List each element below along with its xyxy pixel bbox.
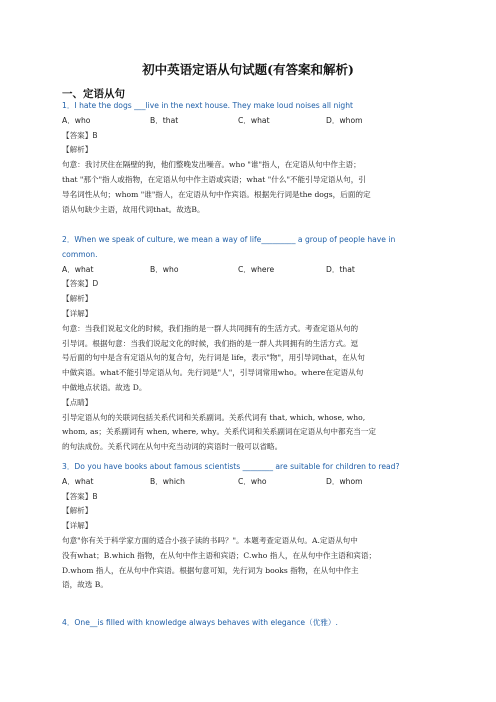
question-4	[62, 616, 442, 631]
option-b: B．that	[150, 115, 179, 125]
explanation-line: 导名词性从句；whom "谁"指人，在定语从句中作宾语。根据先行词是the dogs，后面的定	[62, 189, 371, 199]
detail-label: 【详解】	[62, 521, 93, 531]
option-a: A．who	[62, 115, 91, 125]
explanation-line: 中做宾语。what不能引导定语从句。先行词是"人"，引导词常用who。where在定语从句	[62, 368, 364, 378]
explanation-line: 号后面的句中是含有定语从句的复合句，先行词是 life，表示"物"，用引导词that，在从句	[62, 353, 365, 363]
option-a: A．what	[62, 476, 94, 486]
tip-label: 【点睛】	[62, 397, 93, 407]
explanation-line: D.whom 指人，在从句中作宾语。根据句意可知，先行词为 books 指物，在从句中作主	[62, 565, 359, 575]
detail-label: 【详解】	[62, 308, 93, 318]
explanation-line: 中做地点状语。故选 D。	[62, 382, 147, 392]
option-d: D．whom	[326, 476, 363, 486]
answer-label: 【答案】D	[62, 279, 99, 289]
question-3-stem: 3．Do you have books about famous scientists ________ are suitable for children to read?	[62, 462, 400, 471]
tip-line: whom, as；关系副词有 when, where, why。关系代词和关系副词在定语从句中都充当一定	[62, 427, 376, 437]
option-b: B．which	[150, 476, 185, 486]
tip-line: 引导定语从句的关联词包括关系代词和关系副词。关系代词有 that, which, whose, who,	[62, 412, 366, 422]
question-1-options	[62, 114, 442, 129]
explanation-line: 句意：当我们说起文化的时候，我们指的是一群人共同拥有的生活方式。考查定语从句的	[62, 323, 359, 333]
analysis-label: 【解析】	[62, 294, 93, 304]
option-a: A．what	[62, 264, 94, 274]
analysis-label: 【解析】	[62, 506, 93, 516]
question-1	[62, 99, 442, 217]
explanation-line: 引导词。根据句意：当我们说起文化的时候，我们指的是一群人共同拥有的生活方式。逗	[62, 338, 359, 348]
question-2-stem-cont: common.	[62, 249, 98, 259]
tip-line: 的句法成份。关系代词在从句中充当动词的宾语时一般可以省略。	[62, 442, 283, 452]
question-2-stem: 2．When we speak of culture, we mean a way of life_________ a group of people have in	[62, 235, 396, 244]
option-c: C．who	[238, 476, 267, 486]
section-heading: 一、定语从句	[62, 88, 125, 100]
option-c: C．what	[238, 115, 270, 125]
option-d: D．whom	[326, 115, 363, 125]
question-2	[62, 233, 442, 455]
question-1-stem: 1．I hate the dogs ___live in the next house. They make loud noises all night	[62, 101, 353, 110]
option-c: C．where	[238, 264, 275, 274]
explanation-line: 句意：我讨厌住在隔壁的狗，他们整晚发出噪音。who "谁"指人，在定语从句中作主语；	[62, 160, 361, 170]
question-4-stem: 4．One__is filled with knowledge always behaves with elegance（优雅）.	[62, 618, 338, 627]
question-3-options	[62, 475, 442, 490]
explanation-line: that "那个"指人或指物，在定语从句中作主语或宾语；what "什么"不能引导定语从句，引	[62, 174, 366, 184]
option-d: D．that	[326, 264, 355, 274]
explanation-line: 没有what；B.which 指物，在从句中作主语和宾语；C.who 指人，在从句中作主语和宾语；	[62, 550, 377, 560]
analysis-label: 【解析】	[62, 145, 93, 155]
explanation-line: 语从句缺少主语，故用代词that。故选B。	[62, 204, 205, 214]
question-3	[62, 460, 442, 593]
page-title: 初中英语定语从句试题(有答案和解析)	[142, 62, 354, 77]
explanation-line: 语，故选 B。	[62, 580, 108, 590]
explanation-line: 句意"你有关于科学家方面的适合小孩子读的书吗？"。本题考查定语从句。A.定语从句中	[62, 535, 358, 545]
answer-label: 【答案】B	[62, 491, 98, 501]
option-b: B．who	[150, 264, 179, 274]
question-2-options	[62, 263, 442, 278]
answer-label: 【答案】B	[62, 130, 98, 140]
